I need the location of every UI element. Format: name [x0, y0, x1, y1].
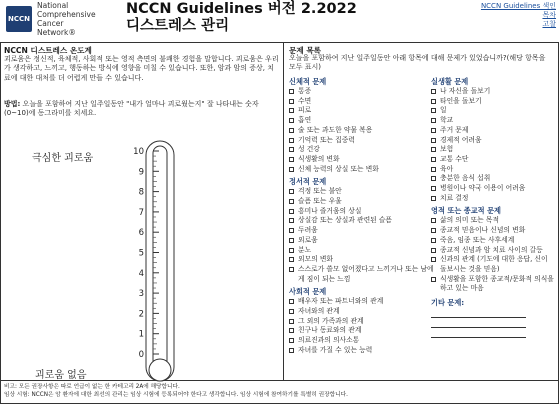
title-line-2: 디스트레스 관리: [126, 18, 230, 34]
checkbox[interactable]: [431, 108, 436, 113]
scale-label: 8: [138, 187, 144, 198]
problem-item-label: 신과의 관계 (기도에 대한 응답, 신이 돌보시는 것을 믿음): [440, 255, 548, 273]
document-title: [126, 1, 357, 35]
checkbox[interactable]: [431, 277, 436, 282]
section-title: 정서적 문제: [289, 177, 327, 187]
problem-item[interactable]: [431, 236, 556, 246]
problem-item[interactable]: [289, 246, 437, 256]
checkbox[interactable]: [289, 167, 294, 172]
checkbox[interactable]: [289, 209, 294, 214]
checkbox[interactable]: [431, 238, 436, 243]
problem-item-label: 삶의 의미 또는 목적: [440, 216, 500, 225]
checkbox[interactable]: [289, 299, 294, 304]
problem-item-label: 흥미나 즐거움의 상실: [298, 206, 362, 215]
checkbox[interactable]: [431, 186, 436, 191]
checkbox[interactable]: [431, 167, 436, 172]
problem-item[interactable]: [289, 297, 437, 307]
footer-note: 비고: 모든 권장사항은 따로 언급이 없는 한 카테고리 2A에 해당합니다.: [4, 384, 180, 390]
checkbox[interactable]: [431, 118, 436, 123]
write-in-line[interactable]: [431, 337, 526, 338]
problem-item-label: 외로움: [298, 235, 318, 244]
checkbox[interactable]: [289, 138, 294, 143]
checkbox[interactable]: [431, 99, 436, 104]
checkbox[interactable]: [289, 309, 294, 314]
problem-item[interactable]: [289, 145, 437, 155]
problem-item[interactable]: [431, 126, 556, 136]
problem-item-label: 식생활의 변화: [298, 154, 340, 163]
problem-item-label: 병원이나 약국 이용이 어려움: [440, 184, 526, 193]
thermometer-heading: NCCN 디스트레스 온도계: [4, 46, 92, 55]
problem-item-label: 자녀를 가질 수 있는 능력: [298, 345, 373, 354]
method-text: [4, 100, 279, 119]
section-title: 신체적 문제: [289, 77, 327, 86]
checkbox[interactable]: [289, 348, 294, 353]
checkbox[interactable]: [289, 257, 294, 262]
problem-item[interactable]: [289, 236, 437, 246]
problem-item[interactable]: [289, 226, 437, 236]
problem-list-instructions: 오늘을 포함하여 지난 일주일동안 아래 항목에 대해 문제가 있었습니까?(해당 항목을 모두 표시): [289, 54, 546, 71]
write-in-line[interactable]: [431, 327, 526, 328]
intro-text: 괴로움은 정신적, 육체적, 사회적 또는 영적 측면의 불쾌한 경험을 말합니다. 괴로움은 우리가 생각하고, 느끼고, 행동하는 방식에 영향을 미칠 수 있습니다. 또한, 암과 암의 증상, 치료에 대한 대처를 더 어렵게 만들 수 있습니다.: [4, 55, 279, 82]
problem-item[interactable]: [289, 106, 437, 116]
problem-item-label: 일: [440, 106, 447, 115]
problem-item[interactable]: [289, 155, 437, 165]
problem-item-label: 두려움: [298, 226, 318, 235]
checkbox[interactable]: [289, 267, 294, 272]
problem-item-label: 종교적 믿음이나 신념의 변화: [440, 226, 526, 235]
scale-label: 9: [138, 167, 144, 178]
scale-label: 6: [138, 228, 144, 239]
toc-link[interactable]: 목차: [542, 11, 556, 19]
scale-label: 10: [133, 147, 144, 157]
problem-item[interactable]: [289, 87, 437, 97]
problem-item-label: 기억력 또는 집중력: [298, 135, 355, 144]
problem-item-label: 경제적 어려움: [440, 135, 482, 144]
problem-item[interactable]: [289, 126, 437, 136]
problem-item-label: 걱정 또는 불안: [298, 187, 342, 196]
checkbox[interactable]: [431, 218, 436, 223]
problem-item[interactable]: [431, 275, 556, 294]
checkbox[interactable]: [289, 157, 294, 162]
problem-item[interactable]: [431, 226, 556, 236]
problem-list-heading: 문제 목록: [289, 46, 321, 55]
scale-label: 2: [138, 309, 144, 320]
bottom-label: 괴로움 없음: [35, 370, 87, 381]
problem-item[interactable]: [431, 246, 556, 256]
method-body: 오늘을 포함하여 지난 일주일동안 "내가 얼마나 괴로웠는지" 잘 나타내는 숫자(0~10)에 동그라미를 치세요.: [4, 100, 259, 118]
problem-item[interactable]: [431, 194, 556, 204]
checkbox[interactable]: [289, 108, 294, 113]
problem-item[interactable]: [431, 87, 556, 97]
problem-item[interactable]: [289, 97, 437, 107]
logo-text: NCCN: [8, 15, 30, 23]
problem-item[interactable]: [289, 265, 437, 284]
method-label: 방법:: [4, 100, 21, 108]
checkbox[interactable]: [289, 147, 294, 152]
distress-thermometer: [126, 139, 186, 389]
problem-item-label: 치료 결정: [440, 193, 469, 202]
problem-item-label: 자녀와의 관계: [298, 307, 340, 316]
section-title: 사회적 문제: [289, 287, 327, 297]
checkbox[interactable]: [431, 89, 436, 94]
checkbox[interactable]: [431, 157, 436, 162]
org-line: Network®: [37, 28, 76, 37]
problem-item[interactable]: [289, 207, 437, 217]
checkbox[interactable]: [431, 128, 436, 133]
problem-item-label: 죽음, 임종 또는 사후세계: [440, 235, 515, 244]
problem-item[interactable]: [431, 216, 556, 226]
other-problems-label: 기타 문제:: [431, 298, 465, 308]
problem-item-label: 스스로가 쓸모 없어졌다고 느끼거나 또는 남에게 짐이 되는 느낌: [298, 264, 434, 283]
problem-list: [431, 216, 556, 294]
thermometer-graphic: [126, 139, 186, 389]
problem-item-label: 통증: [298, 87, 312, 95]
problem-item-label: 신체 능력의 상실 또는 변화: [298, 164, 379, 173]
problem-item-label: 흡연: [298, 116, 312, 125]
problem-column-1: [289, 77, 437, 356]
problem-item[interactable]: [289, 197, 437, 207]
scale-label: 1: [138, 329, 144, 340]
nccn-logo: [6, 6, 32, 32]
checkbox[interactable]: [431, 176, 436, 181]
checkbox[interactable]: [431, 147, 436, 152]
problem-item-label: 성 건강: [298, 145, 320, 154]
problem-item-label: 육아: [440, 164, 454, 173]
problem-item-label: 피로: [298, 106, 312, 115]
footer-clinical-trials: 임상 시험: NCCN은 암 환자에 대한 최선의 관리는 임상 시험에 등록되어야 한다고 생각합니다. 임상 시험에 참여하기를 특별히 권장합니다.: [4, 392, 348, 398]
thermometer-scale: [133, 147, 144, 360]
scale-label: 3: [138, 289, 144, 300]
problem-item[interactable]: [289, 326, 437, 336]
org-line: Cancer: [37, 19, 64, 28]
problem-item[interactable]: [289, 116, 437, 126]
problem-column-2: [431, 77, 556, 338]
problem-item-label: 식생활을 포함한 종교적/문화적 의식을 하고 있는 마음: [440, 274, 554, 293]
problem-item[interactable]: [289, 165, 437, 175]
problem-item[interactable]: [431, 106, 556, 116]
checkbox[interactable]: [431, 257, 436, 262]
problem-item-label: 타인을 돌보기: [440, 96, 482, 105]
problem-item[interactable]: [289, 136, 437, 146]
problem-item-label: 의료진과의 의사소통: [298, 336, 360, 345]
scale-label: 4: [138, 268, 144, 279]
problem-item-label: 술 또는 과도한 약물 복용: [298, 125, 373, 134]
checkbox[interactable]: [289, 228, 294, 233]
top-label: 극심한 괴로움: [32, 153, 94, 164]
problem-item-label: 수면: [298, 96, 312, 105]
checkbox[interactable]: [431, 228, 436, 233]
problem-item[interactable]: [289, 336, 437, 346]
nav-links: [481, 2, 556, 29]
guidelines-index-link[interactable]: NCCN Guidelines 색인: [480, 2, 556, 10]
section-title: 실생활 문제: [431, 77, 469, 86]
checkbox[interactable]: [289, 128, 294, 133]
problem-item[interactable]: [431, 97, 556, 107]
problem-item[interactable]: [289, 216, 437, 226]
problem-item[interactable]: [289, 187, 437, 197]
checkbox[interactable]: [431, 138, 436, 143]
section-title: 영적 또는 종교적 문제: [431, 206, 501, 216]
problem-list: [289, 297, 437, 355]
problem-item[interactable]: [289, 255, 437, 265]
title-line-1: NCCN Guidelines 버전 2.2022: [126, 1, 357, 17]
problem-item[interactable]: [431, 184, 556, 194]
thermometer-bulb: [149, 359, 171, 381]
checkbox[interactable]: [289, 199, 294, 204]
problem-item[interactable]: [431, 145, 556, 155]
org-line: National: [37, 1, 69, 10]
checkbox[interactable]: [289, 319, 294, 324]
checkbox[interactable]: [289, 99, 294, 104]
problem-item-label: 외모의 변화: [298, 255, 333, 264]
org-name: [37, 1, 96, 37]
problem-item[interactable]: [431, 136, 556, 146]
problem-item-label: 나 자신을 돌보기: [440, 87, 491, 95]
problem-list: [289, 87, 437, 174]
checkbox[interactable]: [289, 118, 294, 123]
problem-item-label: 상실감 또는 상실과 관련된 슬픔: [298, 216, 392, 225]
problem-item[interactable]: [431, 116, 556, 126]
org-line: Comprehensive: [37, 10, 96, 19]
problem-item[interactable]: [289, 317, 437, 327]
column-divider: [283, 42, 284, 380]
problem-item[interactable]: [431, 155, 556, 165]
problem-item[interactable]: [431, 255, 556, 274]
checkbox[interactable]: [289, 248, 294, 253]
checkbox[interactable]: [289, 238, 294, 243]
problem-list: [289, 187, 437, 284]
discussion-link[interactable]: 고찰: [542, 20, 556, 28]
problem-item[interactable]: [431, 174, 556, 184]
checkbox[interactable]: [431, 196, 436, 201]
write-in-line[interactable]: [431, 317, 526, 318]
problem-item[interactable]: [289, 346, 437, 356]
problem-item-label: 주거 문제: [440, 125, 469, 134]
problem-item-label: 그 외의 가족과의 관계: [298, 316, 364, 325]
problem-item[interactable]: [431, 165, 556, 175]
problem-item-label: 종교적 신념과 암 치료 사이의 갈등: [440, 245, 543, 254]
problem-item-label: 학교: [440, 116, 454, 125]
problem-item-label: 보험: [440, 145, 454, 154]
scale-label: 0: [138, 350, 144, 360]
scale-label: 5: [138, 248, 144, 259]
checkbox[interactable]: [289, 338, 294, 343]
problem-list: [431, 87, 556, 203]
checkbox[interactable]: [289, 218, 294, 223]
checkbox[interactable]: [289, 328, 294, 333]
problem-item-label: 친구나 동료와의 관계: [298, 326, 362, 335]
problem-item-label: 충분한 음식 섭취: [440, 174, 491, 183]
problem-item-label: 분노: [298, 245, 312, 254]
checkbox[interactable]: [289, 89, 294, 94]
problem-item[interactable]: [289, 307, 437, 317]
checkbox[interactable]: [289, 189, 294, 194]
problem-item-label: 슬픔 또는 우울: [298, 197, 342, 206]
checkbox[interactable]: [431, 248, 436, 253]
scale-label: 7: [138, 207, 144, 218]
problem-item-label: 배우자 또는 파트너와의 관계: [298, 297, 384, 306]
problem-item-label: 교통 수단: [440, 154, 469, 163]
